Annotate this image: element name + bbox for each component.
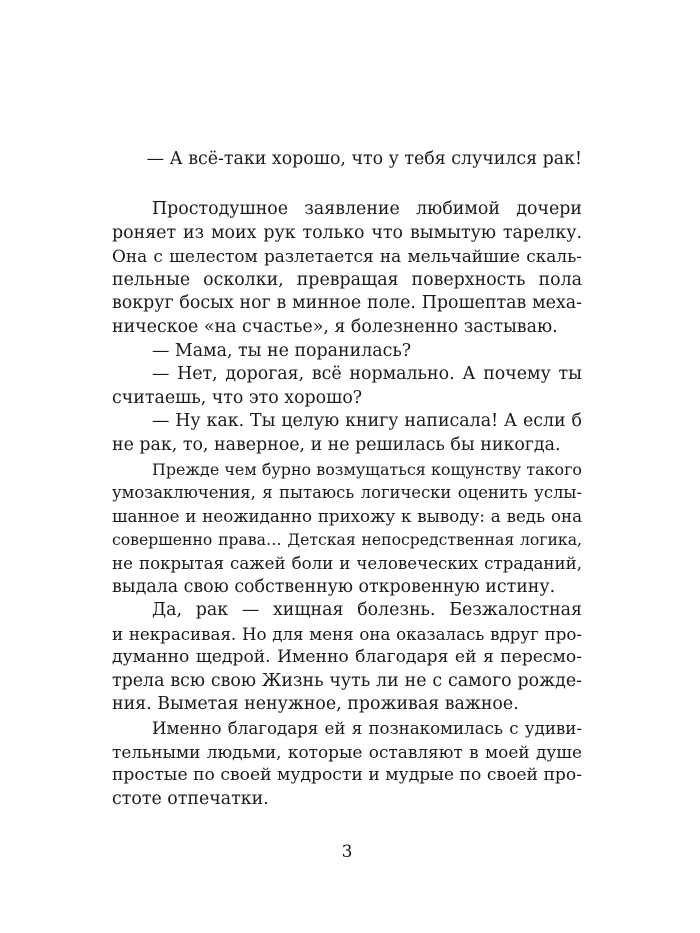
text-line: простые по своей мудрости и мудрые по своей про- [112,765,582,786]
text-line: Да, рак — хищная болезнь. Безжалостная [152,600,582,621]
book-page [112,0,582,933]
page-number: 3 [341,842,353,862]
text-line: трела всю свою Жизнь чуть ли не с самого рожде- [112,670,582,691]
text-line: Она с шелестом разлетается на мельчайшие скаль- [112,246,582,267]
epigraph-line: — А всё-таки хорошо, что у тебя случился рак! [146,149,582,169]
text-line: роняет из моих рук только что вымытую тарелку. [112,222,582,243]
dialogue-line: не рак, то, наверное, и не решилась бы никогда. [112,434,561,455]
text-line: Простодушное заявление любимой дочери [152,199,582,219]
text-line: и некрасивая. Но для меня она оказалась вдруг про- [112,624,582,644]
text-line: вокруг босых ног в минное поле. Прошептав меха- [112,293,582,314]
text-line: шанное и неожиданно прихожу к выводу: а ведь она [112,506,582,526]
text-line: ния. Выметая ненужное, проживая важное. [112,694,519,715]
dialogue-line: — Мама, ты не поранилась? [152,340,412,361]
text-line: тельными людьми, которые оставляют в моей душе [112,741,582,762]
body-text [112,198,582,811]
text-line: ническое «на счастье», я болезненно застываю. [112,316,558,337]
text-line: умозаключения, я пытаюсь логически оценить услы- [112,483,582,503]
text-line: Прежде чем бурно возмущаться кощунству такого [152,459,582,479]
dialogue-line: — Нет, дорогая, всё нормально. А почему ты [152,364,582,385]
text-line: выдала свою собственную откровенную истину. [112,576,556,597]
text-line: думанно щедрой. Именно благодаря ей я пересмо- [112,647,582,668]
text-line: стоте отпечатки. [112,788,269,809]
text-line: пельные осколки, превращая поверхность пола [112,269,582,290]
text-line: Именно благодаря ей я познакомилась с удиви- [152,719,582,739]
text-line: не покрытая сажей боли и человеческих страданий, [112,553,582,573]
dialogue-line: считаешь, что это хорошо? [112,387,363,408]
text-line: совершенно права… Детская непосредственная логика, [112,530,582,550]
dialogue-line: — Ну как. Ты целую книгу написала! А если б [152,411,582,432]
